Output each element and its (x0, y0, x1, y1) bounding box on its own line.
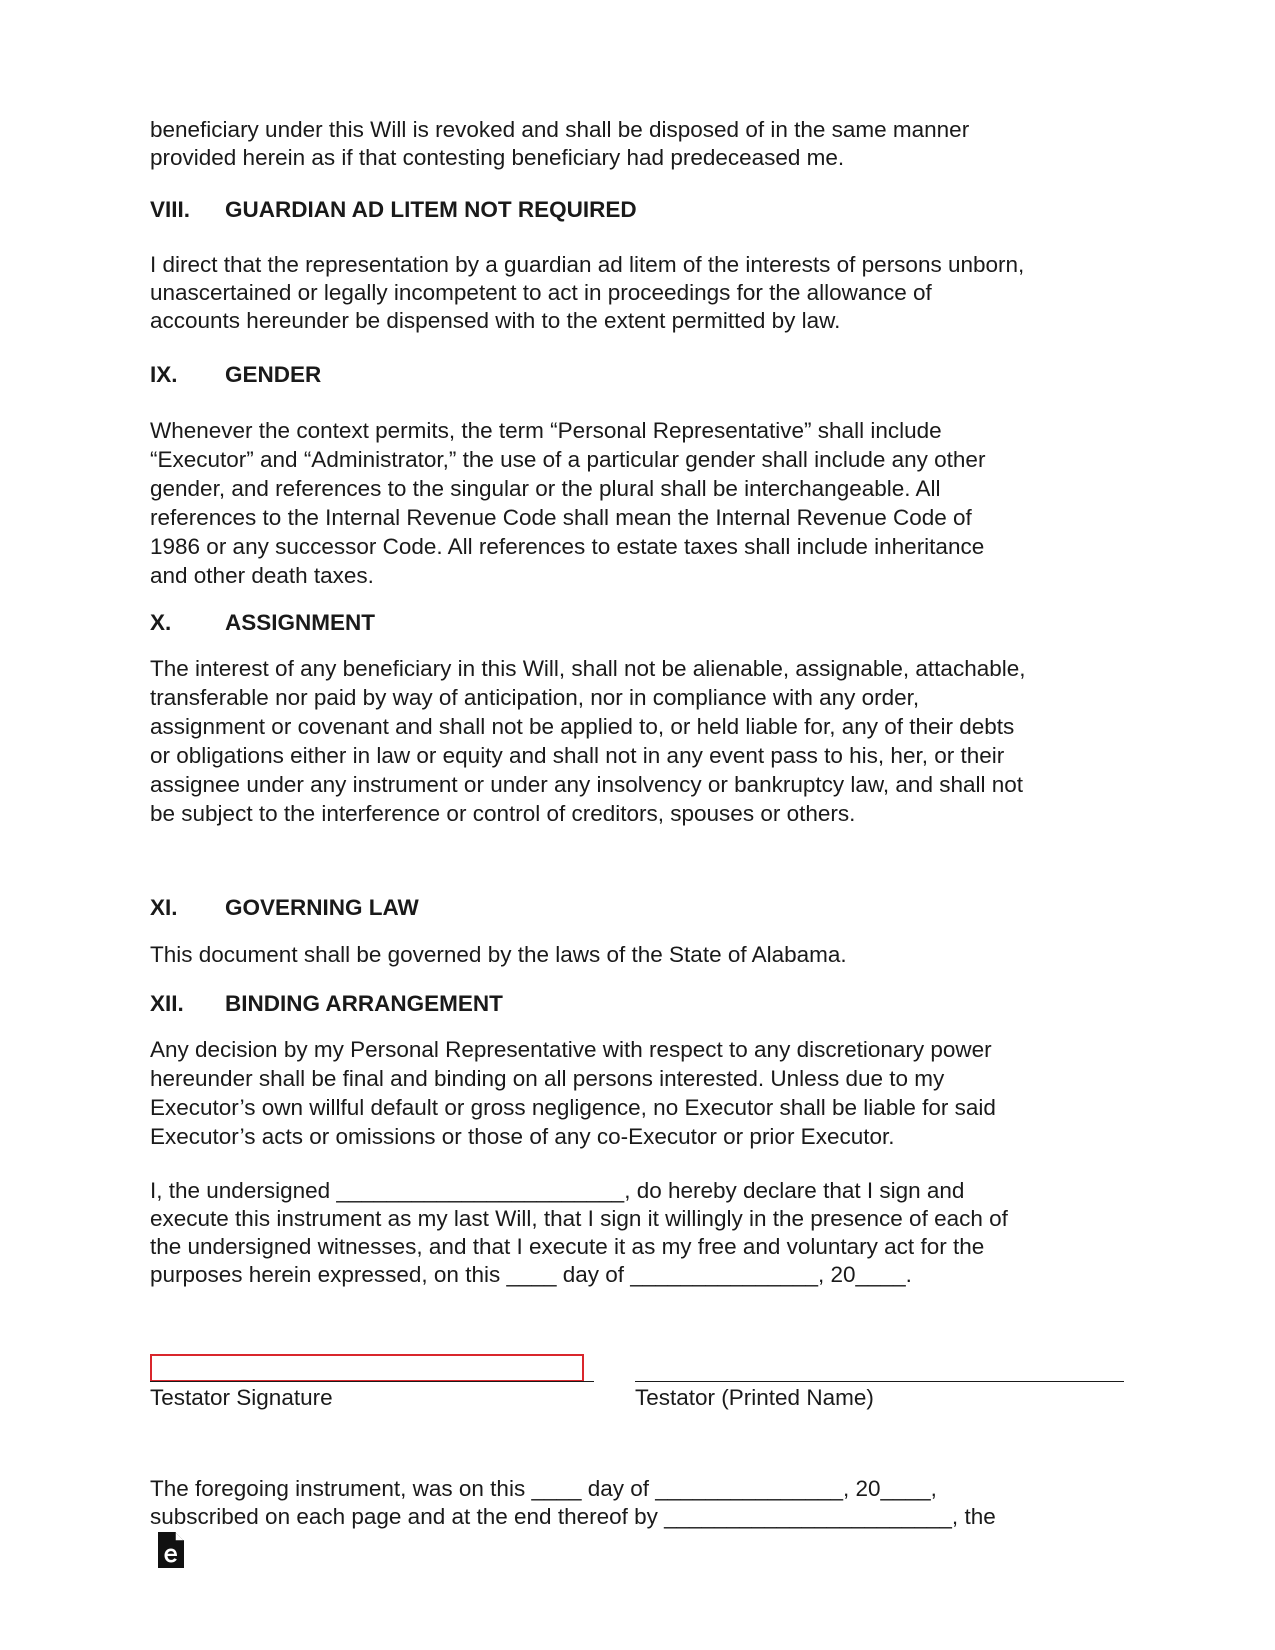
attestation-paragraph (150, 1475, 1130, 1531)
paragraph-line: the undersigned witnesses, and that I execute it as my free and voluntary act for the (150, 1234, 985, 1259)
paragraph-line: The interest of any beneficiary in this Will, shall not be alienable, assignable, attachable, (150, 656, 1026, 681)
section-number: XI. (150, 895, 178, 920)
paragraph-line: I direct that the representation by a guardian ad litem of the interests of persons unborn, (150, 252, 1025, 277)
section-body-binding (150, 1035, 1130, 1151)
paragraph-line: Executor’s acts or omissions or those of any co-Executor or prior Executor. (150, 1124, 895, 1149)
testator-signature-field[interactable] (150, 1354, 584, 1382)
section-body-governing-law (150, 940, 1130, 969)
paragraph-line: This document shall be governed by the laws of the State of Alabama. (150, 942, 847, 967)
paragraph-line: “Executor” and “Administrator,” the use of a particular gender shall include any other (150, 447, 986, 472)
section-heading-assignment (150, 609, 375, 637)
paragraph-line: accounts hereunder be dispensed with to the extent permitted by law. (150, 308, 841, 333)
paragraph-line: assignee under any instrument or under any insolvency or bankruptcy law, and shall not (150, 772, 1024, 797)
section-number: XII. (150, 991, 184, 1016)
section-title: GOVERNING LAW (225, 895, 419, 920)
section-title: GENDER (225, 362, 322, 387)
paragraph-line: hereunder shall be final and binding on all persons interested. Unless due to my (150, 1066, 945, 1091)
section-number: IX. (150, 362, 178, 387)
paragraph-line: purposes herein expressed, on this ____ day of _______________, 20____. (150, 1262, 912, 1287)
paragraph-line: assignment or covenant and shall not be applied to, or held liable for, any of their debts (150, 714, 1015, 739)
paragraph-line: provided herein as if that contesting beneficiary had predeceased me. (150, 145, 845, 170)
paragraph-line: Any decision by my Personal Representative with respect to any discretionary power (150, 1037, 992, 1062)
paragraph-line: and other death taxes. (150, 563, 374, 588)
paragraph-line: Executor’s own willful default or gross negligence, no Executor shall be liable for said (150, 1095, 996, 1120)
paragraph-line: be subject to the interference or control of creditors, spouses or others. (150, 801, 856, 826)
testator-printed-name-label: Testator (Printed Name) (635, 1385, 874, 1410)
paragraph-line: references to the Internal Revenue Code shall mean the Internal Revenue Code of (150, 505, 972, 530)
testator-signature-line (150, 1381, 594, 1382)
section-heading-gender (150, 361, 321, 389)
paragraph-line: gender, and references to the singular or the plural shall be interchangeable. All (150, 476, 941, 501)
paragraph-line: 1986 or any successor Code. All references to estate taxes shall include inheritance (150, 534, 985, 559)
section-body-gender (150, 416, 1130, 590)
paragraph-line: execute this instrument as my last Will, that I sign it willingly in the presence of each of (150, 1206, 1008, 1231)
section-heading-guardian (150, 196, 637, 224)
section-number: VIII. (150, 197, 191, 222)
paragraph-line: or obligations either in law or equity and shall not in any event pass to his, her, or their (150, 743, 1005, 768)
declaration-paragraph (150, 1177, 1130, 1289)
section-number: X. (150, 610, 172, 635)
section-body-assignment (150, 654, 1130, 828)
section-title: BINDING ARRANGEMENT (225, 991, 503, 1016)
document-e-logo-icon (156, 1530, 186, 1570)
intro-paragraph (150, 116, 1130, 172)
section-title: ASSIGNMENT (225, 610, 376, 635)
paragraph-line: subscribed on each page and at the end thereof by _______________________, the (150, 1504, 996, 1529)
section-heading-governing-law (150, 894, 419, 922)
testator-signature-label: Testator Signature (150, 1385, 333, 1410)
paragraph-line: beneficiary under this Will is revoked and shall be disposed of in the same manner (150, 117, 970, 142)
paragraph-line: transferable nor paid by way of anticipation, nor in compliance with any order, (150, 685, 920, 710)
section-heading-binding (150, 990, 503, 1018)
section-title: GUARDIAN AD LITEM NOT REQUIRED (225, 197, 637, 222)
section-body-guardian (150, 251, 1130, 335)
paragraph-line: The foregoing instrument, was on this ____ day of _______________, 20____, (150, 1476, 937, 1501)
paragraph-line: I, the undersigned _______________________, do hereby declare that I sign and (150, 1178, 965, 1203)
paragraph-line: Whenever the context permits, the term “Personal Representative” shall include (150, 418, 942, 443)
testator-printed-name-line (635, 1381, 1124, 1382)
paragraph-line: unascertained or legally incompetent to act in proceedings for the allowance of (150, 280, 932, 305)
